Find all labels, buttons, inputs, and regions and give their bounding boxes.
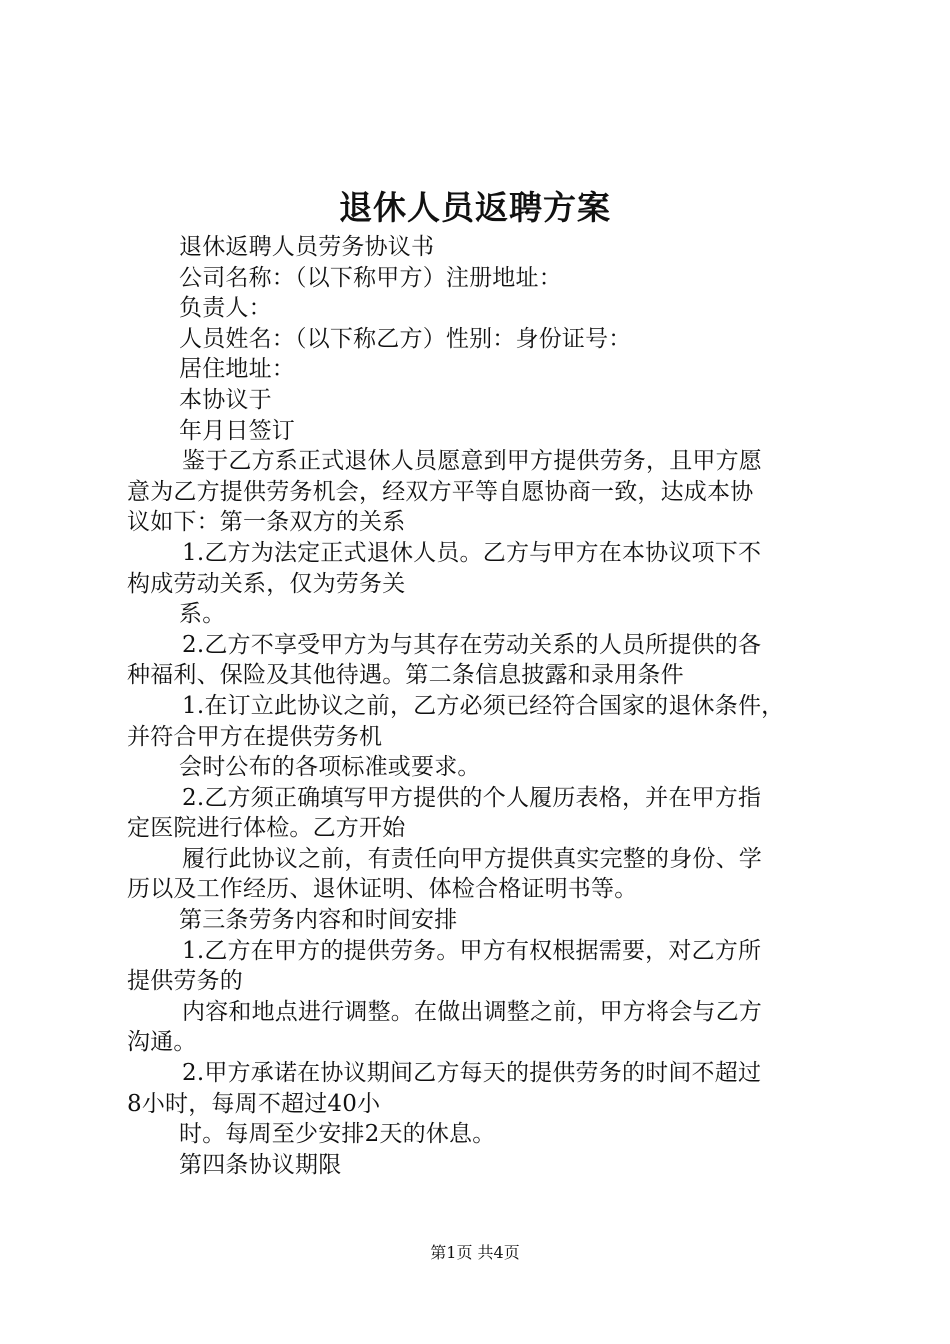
- text-line: 退休返聘人员劳务协议书: [179, 234, 435, 260]
- text-line: 种福利、保险及其他待遇。第二条信息披露和录用条件: [127, 662, 684, 689]
- text-line: 系。: [179, 601, 226, 628]
- text-line: 内容和地点进行调整。在做出调整之前，甲方将会与乙方: [182, 998, 762, 1025]
- text-line: 履行此协议之前，有责任向甲方提供真实完整的身份、学: [182, 845, 762, 872]
- text-line: 会时公布的各项标准或要求。: [179, 754, 481, 781]
- text-line: 并符合甲方在提供劳务机: [127, 723, 383, 750]
- text-line: 1.乙方在甲方的提供劳务。甲方有权根据需要，对乙方所: [182, 937, 762, 964]
- text-line: 定医院进行体检。乙方开始: [127, 815, 406, 842]
- text-line: 负责人：: [179, 295, 272, 322]
- text-line: 意为乙方提供劳务机会，经双方平等自愿协商一致，达成本协: [127, 478, 754, 505]
- document-title: 退休人员返聘方案: [339, 188, 611, 227]
- text-line: 年月日签订: [179, 417, 295, 444]
- text-line: 议如下：第一条双方的关系: [127, 509, 406, 536]
- text-line: 2.乙方须正确填写甲方提供的个人履历表格，并在甲方指: [182, 784, 762, 811]
- text-line: 历以及工作经历、退休证明、体检合格证明书等。: [127, 876, 638, 903]
- text-line: 本协议于: [179, 386, 272, 413]
- text-line: 时。每周至少安排2天的休息。: [179, 1121, 496, 1148]
- text-line: 人员姓名：（以下称乙方）性别：身份证号：: [179, 325, 632, 352]
- text-line: 提供劳务的: [127, 968, 243, 995]
- text-line: 2.甲方承诺在协议期间乙方每天的提供劳务的时间不超过: [182, 1060, 762, 1087]
- text-line: 2.乙方不享受甲方为与其存在劳动关系的人员所提供的各: [182, 631, 762, 658]
- text-line: 构成劳动关系，仅为劳务关: [127, 570, 406, 597]
- text-line: 8小时，每周不超过40小: [127, 1090, 381, 1117]
- text-line: 沟通。: [127, 1029, 197, 1056]
- page-footer: 第1页 共4页: [430, 1243, 520, 1262]
- text-line: 第四条协议期限: [179, 1151, 342, 1178]
- text-line: 鉴于乙方系正式退休人员愿意到甲方提供劳务，且甲方愿: [182, 448, 762, 475]
- document-body: [127, 232, 835, 1180]
- text-line: 公司名称：（以下称甲方）注册地址：: [179, 264, 562, 291]
- text-line: 第三条劳务内容和时间安排: [179, 907, 458, 934]
- text-line: 1.在订立此协议之前，乙方必须已经符合国家的退休条件，: [182, 692, 785, 719]
- text-line: 居住地址：: [179, 356, 295, 383]
- text-line: 1.乙方为法定正式退休人员。乙方与甲方在本协议项下不: [182, 539, 762, 566]
